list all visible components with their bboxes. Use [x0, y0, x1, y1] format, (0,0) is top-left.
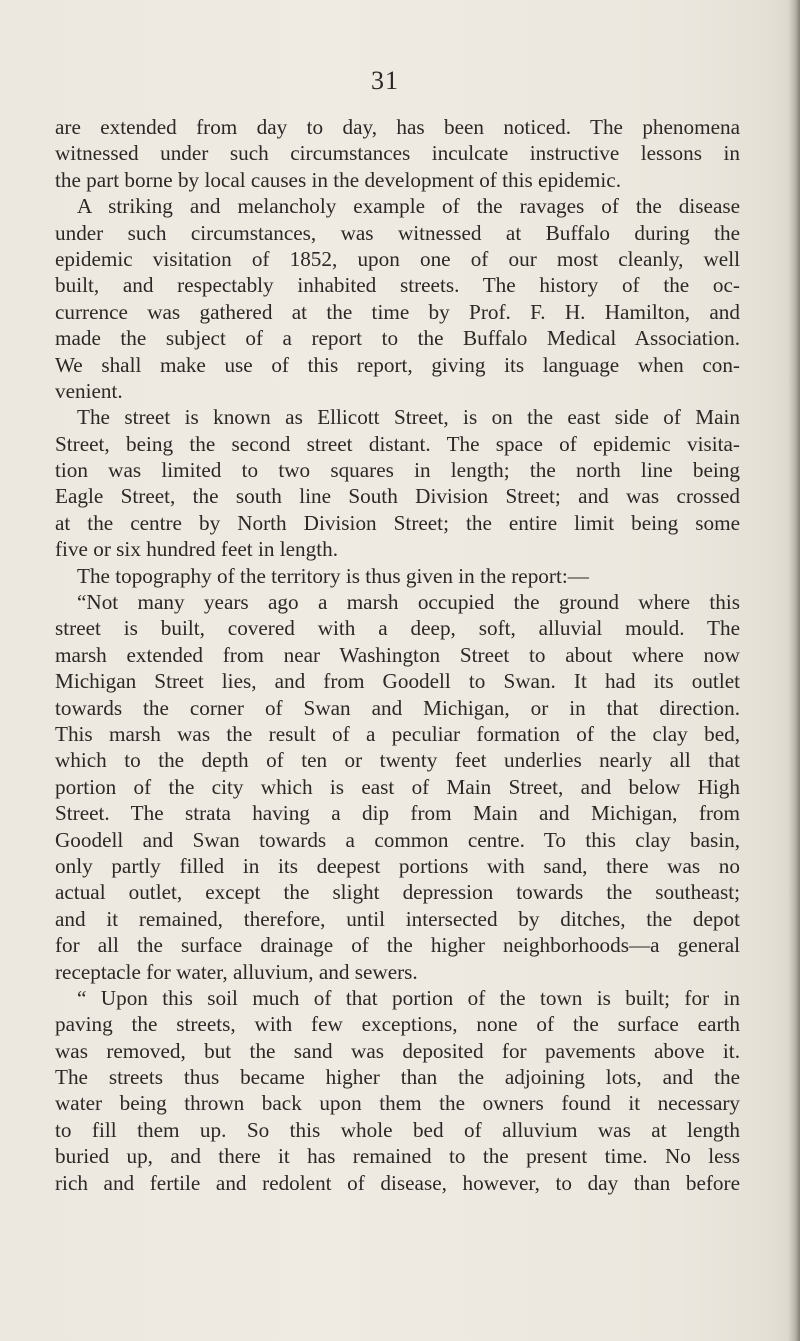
page-binding-edge [788, 0, 800, 1341]
text-line: marsh extended from near Washington Street to about where now [55, 642, 740, 667]
text-line: which to the depth of ten or twenty feet underlies nearly all that [55, 748, 740, 773]
text-line: are extended from day to day, has been noticed. The phenomena [55, 115, 740, 139]
text-line: and it remained, therefore, until intersected by ditches, the depot [55, 906, 740, 931]
text-line: actual outlet, except the slight depression towards the southeast; [55, 880, 740, 905]
text-line: We shall make use of this report, giving its language when con- [55, 352, 740, 377]
text-line: The street is known as Ellicott Street, is on the east side of Main [77, 405, 740, 430]
text-line: epidemic visitation of 1852, upon one of our most cleanly, well [55, 246, 740, 271]
text-line: Street. The strata having a dip from Main and Michigan, from [55, 801, 740, 826]
text-line: witnessed under such circumstances inculcate instructive lessons in [55, 141, 740, 166]
text-line: paving the streets, with few exceptions, none of the surface earth [55, 1012, 740, 1037]
text-line: towards the corner of Swan and Michigan, or in that direction. [55, 695, 740, 720]
text-line: “ Upon this soil much of that portion of the town is built; for in [77, 985, 740, 1010]
text-line: The streets thus became higher than the adjoining lots, and the [55, 1065, 740, 1090]
text-line: at the centre by North Division Street; the entire limit being some [55, 510, 740, 535]
text-line: five or six hundred feet in length. [55, 537, 339, 562]
text-line: Goodell and Swan towards a common centre. To this clay basin, [55, 827, 740, 852]
text-line: venient. [55, 378, 123, 403]
text-line: receptacle for water, alluvium, and sewers. [55, 959, 418, 984]
text-line: A striking and melancholy example of the ravages of the disease [77, 194, 740, 219]
text-line: water being thrown back upon them the owners found it necessary [55, 1091, 740, 1116]
text-line: currence was gathered at the time by Prof. F. H. Hamilton, and [55, 299, 740, 324]
text-line: The topography of the territory is thus given in the report:— [77, 563, 589, 588]
text-line: the part borne by local causes in the development of this epidemic. [55, 167, 622, 192]
text-line: tion was limited to two squares in length; the north line being [55, 458, 740, 483]
text-line: to fill them up. So this whole bed of alluvium was at length [55, 1117, 740, 1142]
text-line: made the subject of a report to the Buffalo Medical Association. [55, 326, 740, 351]
page-number: 31 [371, 66, 399, 95]
text-line: only partly filled in its deepest portions with sand, there was no [55, 853, 740, 878]
text-line: built, and respectably inhabited streets. The history of the oc- [55, 273, 740, 298]
text-line: Street, being the second street distant. The space of epidemic visita- [55, 431, 740, 456]
body-text [55, 114, 740, 1196]
text-line: Eagle Street, the south line South Division Street; and was crossed [55, 484, 740, 509]
text-line: street is built, covered with a deep, soft, alluvial mould. The [55, 616, 740, 641]
text-line: buried up, and there it has remained to the present time. No less [55, 1144, 740, 1169]
text-line: was removed, but the sand was deposited for pavements above it. [55, 1038, 740, 1063]
text-line: portion of the city which is east of Main Street, and below High [55, 774, 740, 799]
text-line: Michigan Street lies, and from Goodell to Swan. It had its outlet [55, 669, 740, 694]
text-line: under such circumstances, was witnessed at Buffalo during the [55, 220, 740, 245]
text-line: This marsh was the result of a peculiar formation of the clay bed, [55, 721, 740, 746]
text-line: “Not many years ago a marsh occupied the ground where this [77, 590, 740, 615]
text-line: for all the surface drainage of the higher neighborhoods—a general [55, 933, 740, 958]
text-line: rich and fertile and redolent of disease, however, to day than before [55, 1170, 740, 1195]
